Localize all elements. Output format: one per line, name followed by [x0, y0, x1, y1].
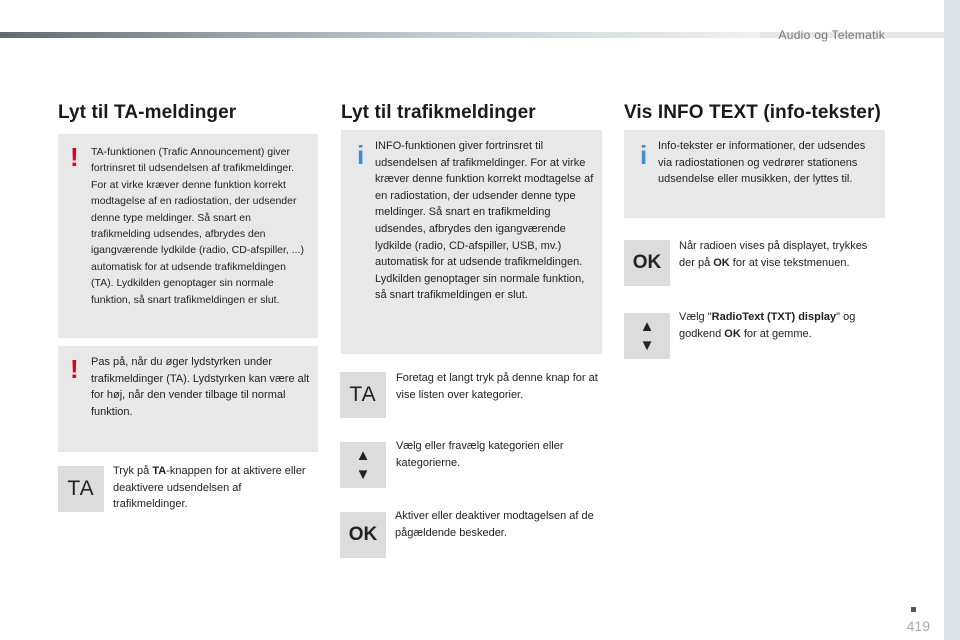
step-text: Tryk på: [113, 465, 153, 477]
step-key: TA: [152, 465, 167, 477]
info-text: Info-tekster er informationer, der udsendes via radiostationen og vedrører stationens udsendelse eller musikken, der lyttes til.: [658, 140, 866, 186]
warning-icon: !: [70, 354, 79, 384]
heading-ta-meldinger: Lyt til TA-meldinger: [58, 102, 237, 123]
arrow-up-icon: ▲: [639, 318, 655, 335]
step-select-radiotext: [679, 309, 889, 342]
top-rule: [0, 32, 760, 38]
arrow-down-icon: ▼: [639, 337, 655, 354]
step-select-category: Vælg eller fravælg kategorien eller kategorierne.: [396, 440, 564, 469]
step-key: OK: [724, 327, 741, 340]
step-text: Vælg ": [679, 311, 712, 323]
page-number: 419: [906, 618, 930, 634]
page-marker: [911, 607, 916, 612]
step-show-text-menu: [679, 238, 884, 271]
info-icon: i: [640, 140, 648, 170]
step-activate: Aktiver eller deaktiver modtagelsen af de pågældende beskeder.: [395, 510, 594, 539]
warning-icon: !: [70, 142, 79, 172]
step-text: for at vise tekstmenuen.: [729, 256, 850, 269]
info-box-info-function: [341, 130, 602, 354]
ta-button-icon: TA: [340, 372, 386, 418]
info-text: INFO-funktionen giver fortrinsret til udsendelsen af trafikmeldinger. For at virke kræver denne funktion korrekt modtagelse af en radiostation, der udsender denne type meldinger. Så snart en trafikmelding udsendes, afbrydes den igangværende lydkilde (radio, CD-afspiller, USB, mv.) automatisk for at udsende trafikmeldingen. Lydkilden genoptager sin normale funktion, så snart trafikmeldingen er slut.: [375, 140, 594, 302]
arrow-down-icon: ▼: [355, 466, 371, 483]
step-key: RadioText (TXT) display: [711, 311, 837, 323]
warning-box-volume: [58, 346, 318, 452]
ta-button-icon: TA: [58, 466, 104, 512]
ok-button-icon: OK: [340, 512, 386, 558]
page-edge-strip: [944, 0, 960, 640]
info-box-info-text: [624, 130, 885, 218]
step-text: Når radioen vises på displayet, trykkes der på: [679, 240, 868, 269]
warning-text: TA-funktionen (Trafic Announcement) giver fortrinsret til udsendelsen af trafikmeldinger. For at virke kræver denne funktion korrekt modtagelse af en radiostation, der udsender denne type meldinger. Så snart en trafikmelding udsendes, afbrydes den igangværende lydkilde (radio, CD-afspiller, ...) automatisk for at udsende trafikmeldingen (TA). Lydkilden genoptager sin normale funktion, så snart trafikmeldingen er slut.: [91, 146, 305, 306]
arrow-keys-icon: [340, 442, 386, 488]
step-ta-toggle: [113, 463, 313, 513]
ok-button-icon: OK: [624, 240, 670, 286]
warning-text: Pas på, når du øger lydstyrken under trafikmeldinger (TA). Lydstyrken kan være alt for høj, når den vender tilbage til normal funktion.: [91, 356, 310, 418]
section-label: Audio og Telematik: [778, 28, 885, 42]
step-text: for at gemme.: [740, 327, 812, 340]
step-key: OK: [713, 256, 730, 269]
heading-info-text: Vis INFO TEXT (info-tekster): [624, 102, 881, 123]
step-text: " og godkend: [679, 311, 856, 340]
step-text: -knappen for at aktivere eller deaktivere udsendelsen af trafikmeldinger.: [113, 465, 306, 510]
step-long-press: Foretag et langt tryk på denne knap for at vise listen over kategorier.: [396, 372, 598, 401]
warning-box-ta-function: [58, 134, 318, 338]
info-icon: i: [357, 140, 365, 170]
arrow-keys-icon: [624, 313, 670, 359]
arrow-up-icon: ▲: [355, 447, 371, 464]
heading-trafikmeldinger: Lyt til trafikmeldinger: [341, 102, 536, 123]
